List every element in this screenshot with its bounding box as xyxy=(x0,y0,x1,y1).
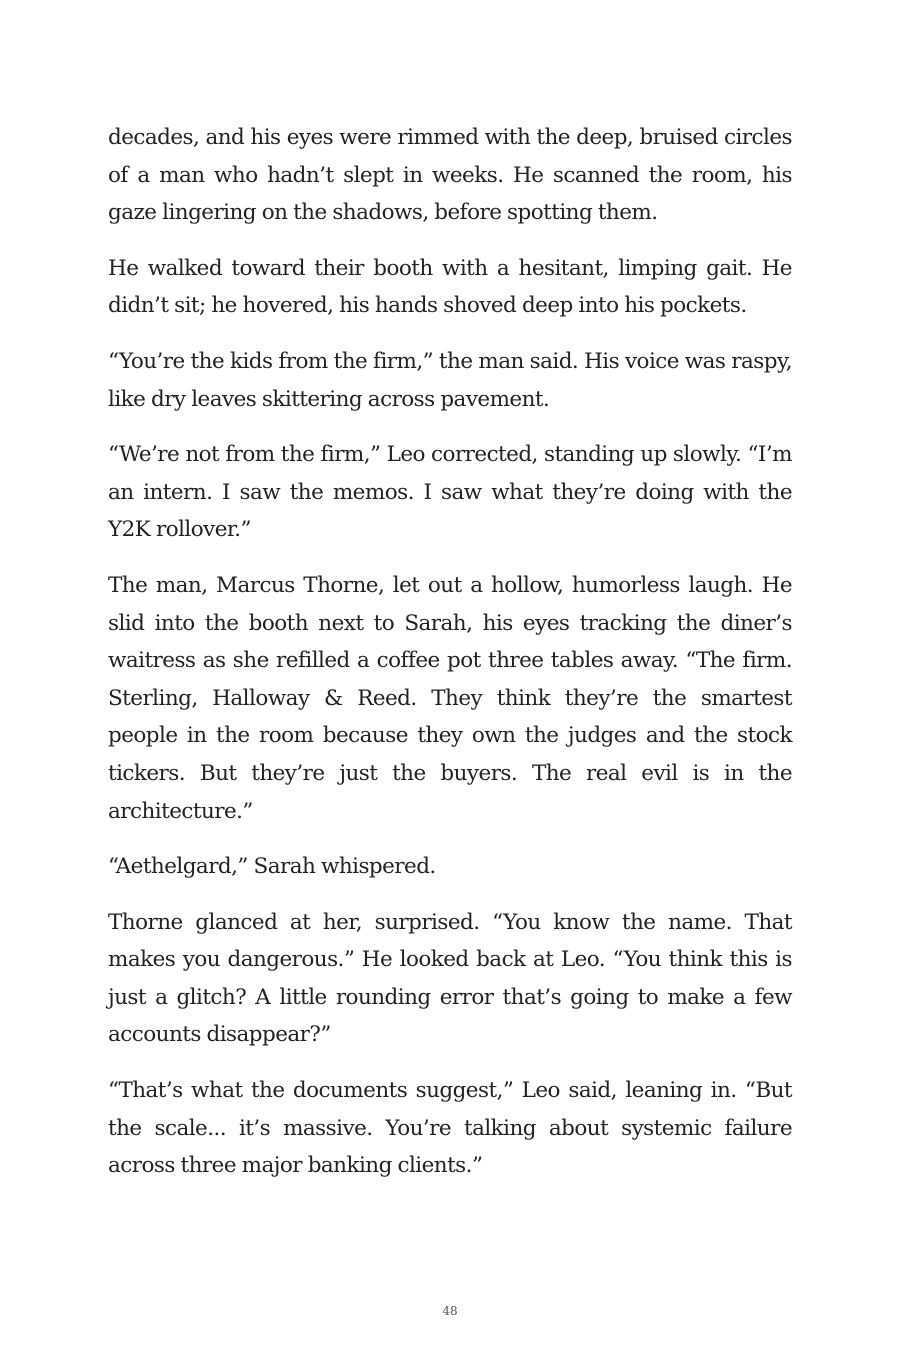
paragraph-5: The man, Marcus Thorne, let out a hollow, humorless laugh. He slid into the booth next to Sarah, his eyes tracking the diner’s waitress as she refilled a coffee pot three tables away. “The firm. Sterling, Halloway & Reed. They think they’re the smartest people in the room because they own the judges and the stock tickers. But they’re just the buyers. The real evil is in the architecture.” xyxy=(108,572,792,824)
paragraph-6: “Aethelgard,” Sarah whispered. xyxy=(108,854,436,880)
paragraph-2: He walked toward their booth with a hesitant, limping gait. He didn’t sit; he hovered, his hands shoved deep into his pockets. xyxy=(108,255,792,319)
paragraph-4: “We’re not from the firm,” Leo corrected, standing up slowly. “I’m an intern. I saw the memos. I saw what they’re doing with the Y2K rollover.” xyxy=(108,442,792,543)
paragraph-7: Thorne glanced at her, surprised. “You know the name. That makes you dangerous.” He looked back at Leo. “You think this is just a glitch? A little rounding error that’s going to make a few accounts disappear?” xyxy=(108,909,792,1048)
paragraph-3: “You’re the kids from the firm,” the man said. His voice was raspy, like dry leaves skittering across pavement. xyxy=(108,348,792,412)
page-number: 48 xyxy=(442,1304,458,1318)
body-text xyxy=(108,119,792,1203)
paragraph-8: “That’s what the documents suggest,” Leo said, leaning in. “But the scale... it’s massive. You’re talking about systemic failure across three major banking clients.” xyxy=(108,1078,792,1179)
paragraph-1: decades, and his eyes were rimmed with the deep, bruised circles of a man who hadn’t slept in weeks. He scanned the room, his gaze lingering on the shadows, before spotting them. xyxy=(108,125,792,226)
